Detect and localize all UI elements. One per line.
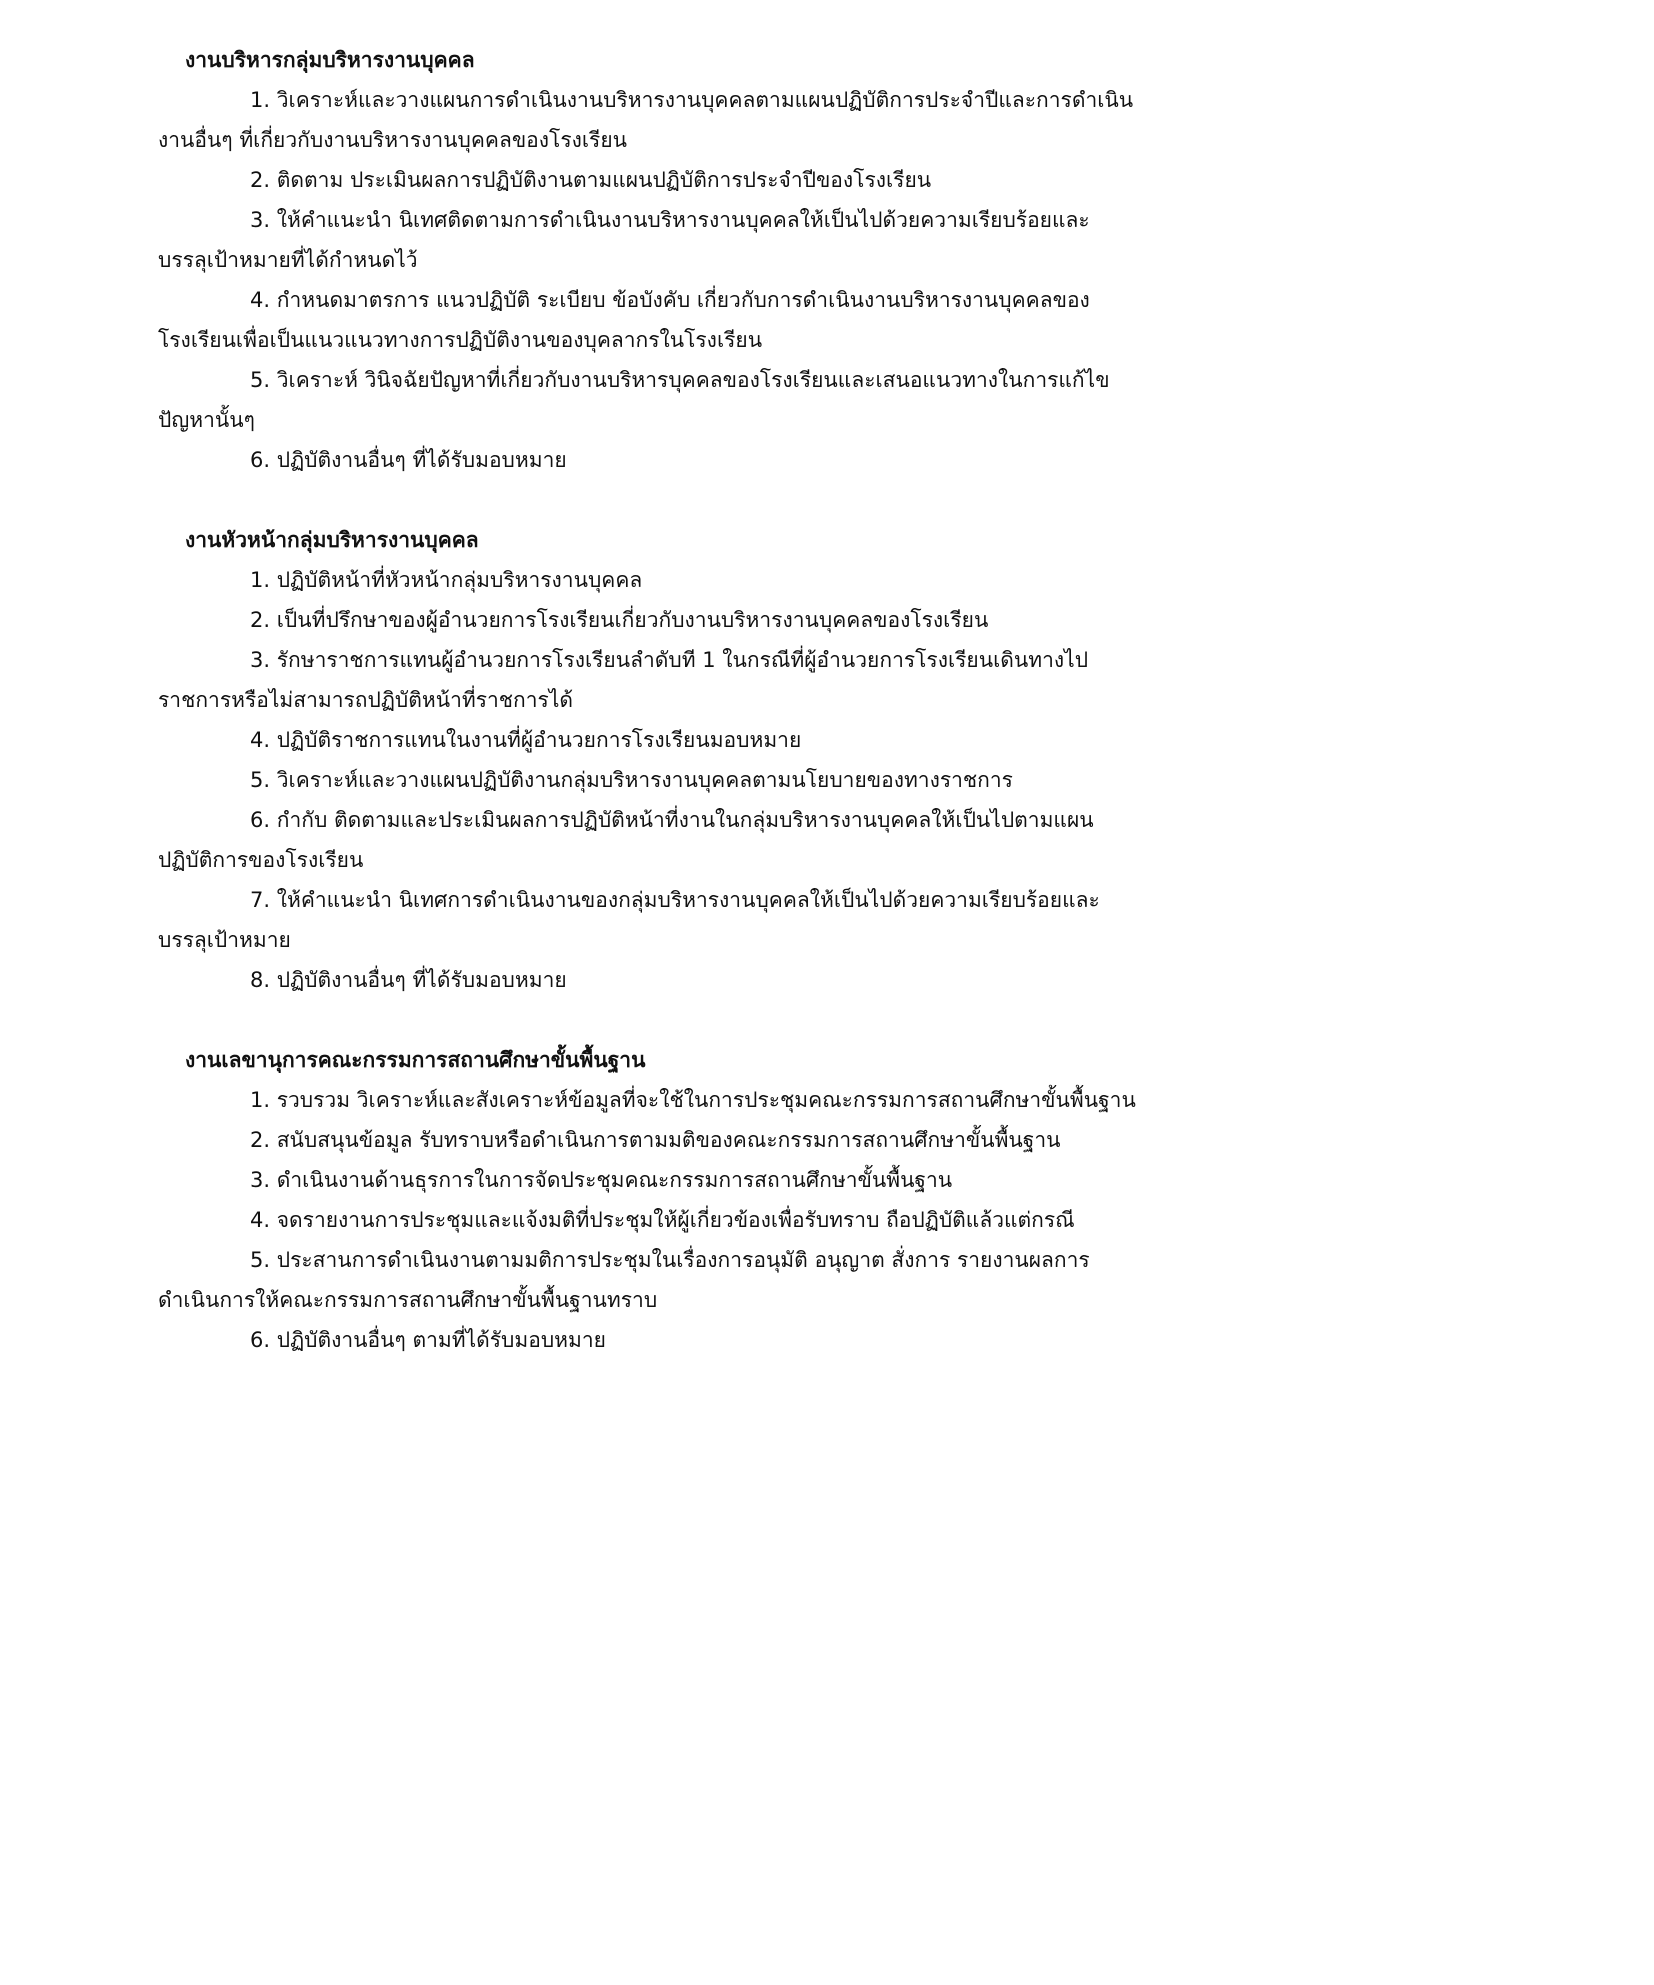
item-text: ปฏิบัติหน้าที่หัวหน้ากลุ่มบริหารงานบุคคล	[276, 568, 643, 592]
item-text: ปฏิบัติงานอื่นๆ ที่ได้รับมอบหมาย	[276, 448, 567, 472]
item-text: สนับสนุนข้อมูล รับทราบหรือดำเนินการตามมติของคณะกรรมการสถานศึกษาขั้นพื้นฐาน	[276, 1128, 1061, 1152]
list-item	[158, 1320, 1138, 1360]
item-number: 5.	[250, 368, 271, 392]
section-heading: งานเลขานุการคณะกรรมการสถานศึกษาขั้นพื้นฐาน	[185, 1048, 646, 1072]
item-text: ดำเนินงานด้านธุรการในการจัดประชุมคณะกรรมการสถานศึกษาขั้นพื้นฐาน	[276, 1168, 953, 1192]
item-text: วิเคราะห์และวางแผนปฏิบัติงานกลุ่มบริหารงานบุคคลตามนโยบายของทางราชการ	[276, 768, 1013, 792]
list-item	[158, 560, 1138, 600]
item-number: 4.	[250, 728, 271, 752]
list-item	[158, 1080, 1138, 1120]
item-number: 4.	[250, 1208, 271, 1232]
item-number: 2.	[250, 1128, 271, 1152]
item-text: กำหนดมาตรการ แนวปฏิบัติ ระเบียบ ข้อบังคับ เกี่ยวกับการดำเนินงานบริหารงานบุคคลของโรงเรียนเพื่อเป็นแนวแนวทางการปฏิบัติงานของบุคลากรในโรงเรียน	[158, 288, 1090, 352]
list-item	[158, 360, 1138, 440]
item-text: รวบรวม วิเคราะห์และสังเคราะห์ข้อมูลที่จะใช้ในการประชุมคณะกรรมการสถานศึกษาขั้นพื้นฐาน	[276, 1088, 1136, 1112]
list-item	[158, 200, 1138, 280]
item-text: จดรายงานการประชุมและแจ้งมติที่ประชุมให้ผู้เกี่ยวข้องเพื่อรับทราบ ถือปฏิบัติแล้วแต่กรณี	[276, 1208, 1075, 1232]
list-item	[158, 1200, 1138, 1240]
document-page	[158, 40, 1138, 1360]
item-text: วิเคราะห์ วินิจฉัยปัญหาที่เกี่ยวกับงานบริหารบุคคลของโรงเรียนและเสนอแนวทางในการแก้ไขปัญหานั้นๆ	[158, 368, 1110, 432]
item-number: 6.	[250, 448, 271, 472]
list-item	[158, 160, 1138, 200]
list-item	[158, 1120, 1138, 1160]
item-number: 3.	[250, 208, 271, 232]
list-item	[158, 760, 1138, 800]
list-item	[158, 440, 1138, 480]
item-number: 2.	[250, 168, 271, 192]
item-number: 8.	[250, 968, 271, 992]
item-number: 1.	[250, 1088, 271, 1112]
item-text: วิเคราะห์และวางแผนการดำเนินงานบริหารงานบุคคลตามแผนปฏิบัติการประจำปีและการดำเนินงานอื่นๆ ที่เกี่ยวกับงานบริหารงานบุคคลของโรงเรียน	[158, 88, 1134, 152]
item-number: 1.	[250, 88, 271, 112]
item-number: 5.	[250, 1248, 271, 1272]
list-item	[158, 1160, 1138, 1200]
item-number: 2.	[250, 608, 271, 632]
list-item	[158, 280, 1138, 360]
list-item	[158, 1240, 1138, 1320]
section-school-board-secretary	[158, 1040, 1138, 1360]
item-text: ติดตาม ประเมินผลการปฏิบัติงานตามแผนปฏิบัติการประจำปีของโรงเรียน	[276, 168, 932, 192]
item-number: 6.	[250, 808, 271, 832]
item-text: กำกับ ติดตามและประเมินผลการปฏิบัติหน้าที่งานในกลุ่มบริหารงานบุคคลให้เป็นไปตามแผนปฏิบัติการของโรงเรียน	[158, 808, 1094, 872]
item-text: ให้คำแนะนำ นิเทศติดตามการดำเนินงานบริหารงานบุคคลให้เป็นไปด้วยความเรียบร้อยและบรรลุเป้าหมายที่ได้กำหนดไว้	[158, 208, 1090, 272]
section-personnel-head	[158, 520, 1138, 1000]
item-number: 7.	[250, 888, 271, 912]
list-item	[158, 880, 1138, 960]
list-item	[158, 600, 1138, 640]
section-heading: งานบริหารกลุ่มบริหารงานบุคคล	[185, 48, 475, 72]
list-item	[158, 960, 1138, 1000]
section-personnel-admin	[158, 40, 1138, 480]
item-text: ประสานการดำเนินงานตามมติการประชุมในเรื่องการอนุมัติ อนุญาต สั่งการ รายงานผลการดำเนินการให้คณะกรรมการสถานศึกษาขั้นพื้นฐานทราบ	[158, 1248, 1090, 1312]
item-text: เป็นที่ปรึกษาของผู้อำนวยการโรงเรียนเกี่ยวกับงานบริหารงานบุคคลของโรงเรียน	[276, 608, 989, 632]
item-text: ปฏิบัติงานอื่นๆ ที่ได้รับมอบหมาย	[276, 968, 567, 992]
list-item	[158, 720, 1138, 760]
item-text: ปฏิบัติราชการแทนในงานที่ผู้อำนวยการโรงเรียนมอบหมาย	[276, 728, 802, 752]
list-item	[158, 800, 1138, 880]
item-number: 1.	[250, 568, 271, 592]
list-item	[158, 640, 1138, 720]
item-number: 6.	[250, 1328, 271, 1352]
item-text: ให้คำแนะนำ นิเทศการดำเนินงานของกลุ่มบริหารงานบุคคลให้เป็นไปด้วยความเรียบร้อยและบรรลุเป้าหมาย	[158, 888, 1100, 952]
section-heading: งานหัวหน้ากลุ่มบริหารงานบุคคล	[185, 528, 479, 552]
item-number: 3.	[250, 648, 271, 672]
item-number: 5.	[250, 768, 271, 792]
list-item	[158, 80, 1138, 160]
item-number: 3.	[250, 1168, 271, 1192]
item-text: ปฏิบัติงานอื่นๆ ตามที่ได้รับมอบหมาย	[276, 1328, 606, 1352]
item-number: 4.	[250, 288, 271, 312]
item-text: รักษาราชการแทนผู้อำนวยการโรงเรียนลำดับที 1 ในกรณีที่ผู้อำนวยการโรงเรียนเดินทางไปราชการหรือไม่สามารถปฏิบัติหน้าที่ราชการได้	[158, 648, 1089, 712]
